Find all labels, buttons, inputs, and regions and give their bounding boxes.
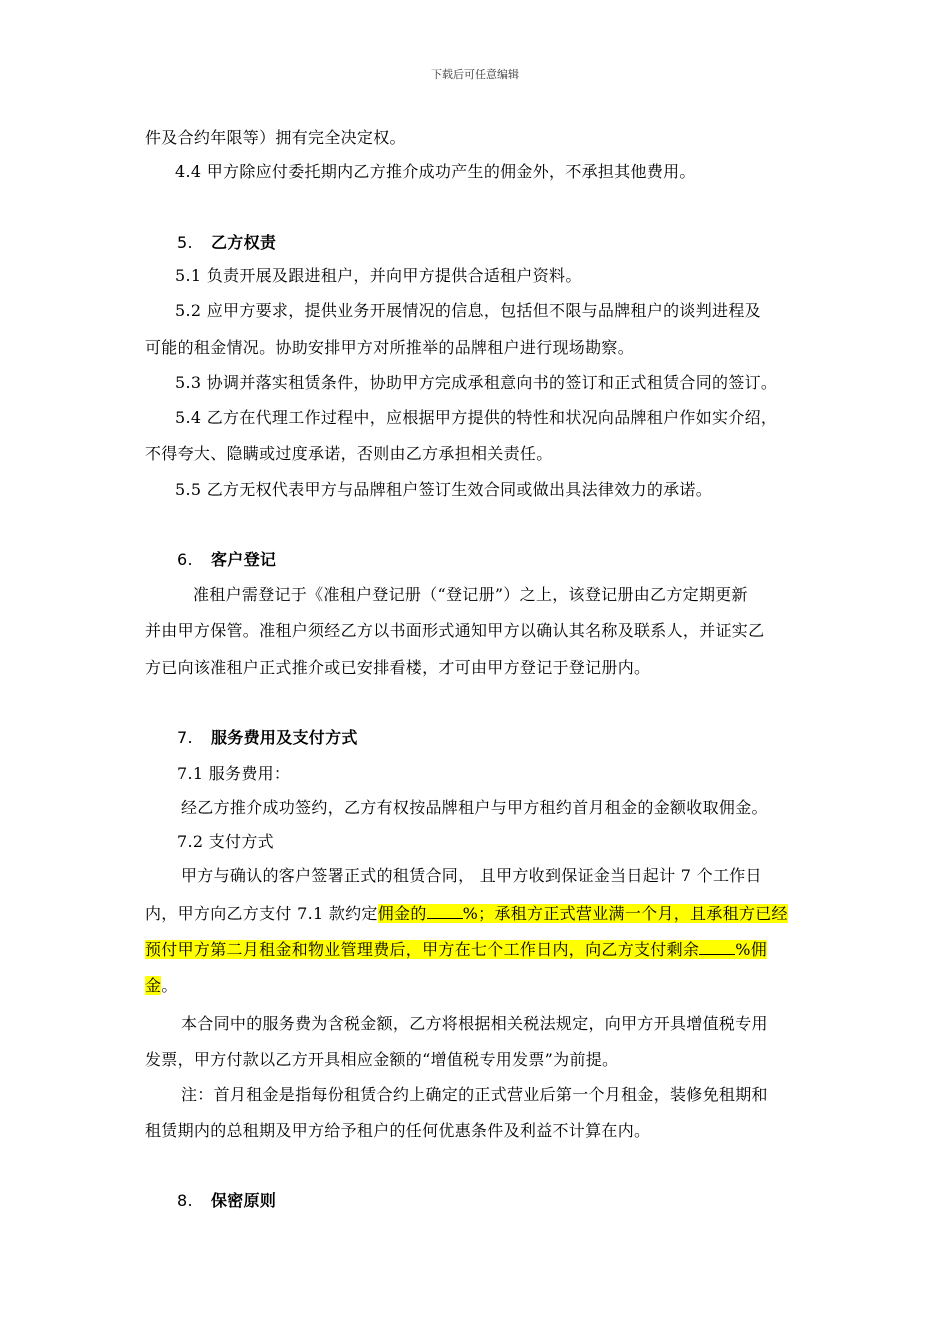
text-line: 可能的租金情况。协助安排甲方对所推举的品牌租户进行现场勘察。 [145,338,635,357]
text-line: 并由甲方保管。准租户须经乙方以书面形式通知甲方以确认其名称及联系人，并证实乙 [145,621,765,640]
section-title: 乙方权责 [211,233,277,252]
text-line: 方已向该准租户正式推介或已安排看楼，才可由甲方登记于登记册内。 [145,658,651,677]
section-heading-7 [177,728,358,748]
text-line: 5.1 负责开展及跟进租户，并向甲方提供合适租户资料。 [175,266,582,285]
highlight-text: 预付甲方第二月租金和物业管理费后，甲方在七个工作日内，向乙方支付剩余 [145,940,700,959]
highlight-segment: 金 [145,976,162,995]
text-line: 5.3 协调并落实租赁条件，协助甲方完成承租意向书的签订和正式租赁合同的签订。 [175,373,778,392]
text-line: 本合同中的服务费为含税金额，乙方将根据相关税法规定，向甲方开具增值税专用 [181,1014,768,1033]
section-number: 8. [177,1191,193,1210]
highlight-text: 佣金的 [377,904,427,923]
section-number: 5. [177,233,193,252]
text-line: 经乙方推介成功签约，乙方有权按品牌租户与甲方租约首月租金的金额收取佣金。 [181,798,768,817]
text-line: 5.4 乙方在代理工作过程中，应根据甲方提供的特性和状况向品牌租户作如实介绍， [175,408,778,427]
section-title: 服务费用及支付方式 [211,728,358,747]
text-line: 不得夸大、隐瞒或过度承诺，否则由乙方承担相关责任。 [145,444,553,463]
blank-field [699,940,735,955]
highlight-text: %佣 [735,940,768,959]
highlight-text: %； [462,904,495,923]
text-line: 注：首月租金是指每份租赁合约上确定的正式营业后第一个月租金，装修免租期和 [181,1085,768,1104]
text-segment: 内，甲方向乙方支付 7.1 款约定 [145,904,378,923]
text-line-highlighted [145,940,767,960]
section-heading-8 [177,1191,276,1211]
highlight-segment [378,904,788,923]
highlight-segment [145,940,767,959]
highlight-text: 承租方正式营业满一个月，且承租方已经 [494,904,788,923]
text-segment: 。 [161,976,178,995]
text-line-highlighted [145,976,178,996]
text-line: 甲方与确认的客户签署正式的租赁合同， 且甲方收到保证金当日起计 7 个工作日 [181,866,762,885]
page-header: 下载后可任意编辑 [431,68,519,81]
text-line: 5.2 应甲方要求，提供业务开展情况的信息，包括但不限与品牌租户的谈判进程及 [175,301,761,320]
text-line: 发票，甲方付款以乙方开具相应金额的“增值税专用发票”为前提。 [145,1050,619,1069]
text-line: 准租户需登记于《准租户登记册（“登记册”）之上，该登记册由乙方定期更新 [193,585,748,604]
text-line: 5.5 乙方无权代表甲方与品牌租户签订生效合同或做出具法律效力的承诺。 [175,480,713,499]
blank-field [427,904,463,919]
text-line: 4.4 甲方除应付委托期内乙方推介成功产生的佣金外，不承担其他费用。 [175,162,696,181]
section-title: 保密原则 [211,1191,277,1210]
section-number: 6. [177,550,193,569]
text-line: 租赁期内的总租期及甲方给予租户的任何优惠条件及利益不计算在内。 [145,1121,651,1140]
section-heading-5 [177,233,276,253]
text-line: 7.1 服务费用： [177,764,291,783]
text-line-highlighted [145,904,788,924]
text-line: 7.2 支付方式 [177,832,274,851]
section-number: 7. [177,728,193,747]
text-line: 件及合约年限等）拥有完全决定权。 [145,128,406,147]
section-heading-6 [177,550,276,570]
section-title: 客户登记 [211,550,277,569]
